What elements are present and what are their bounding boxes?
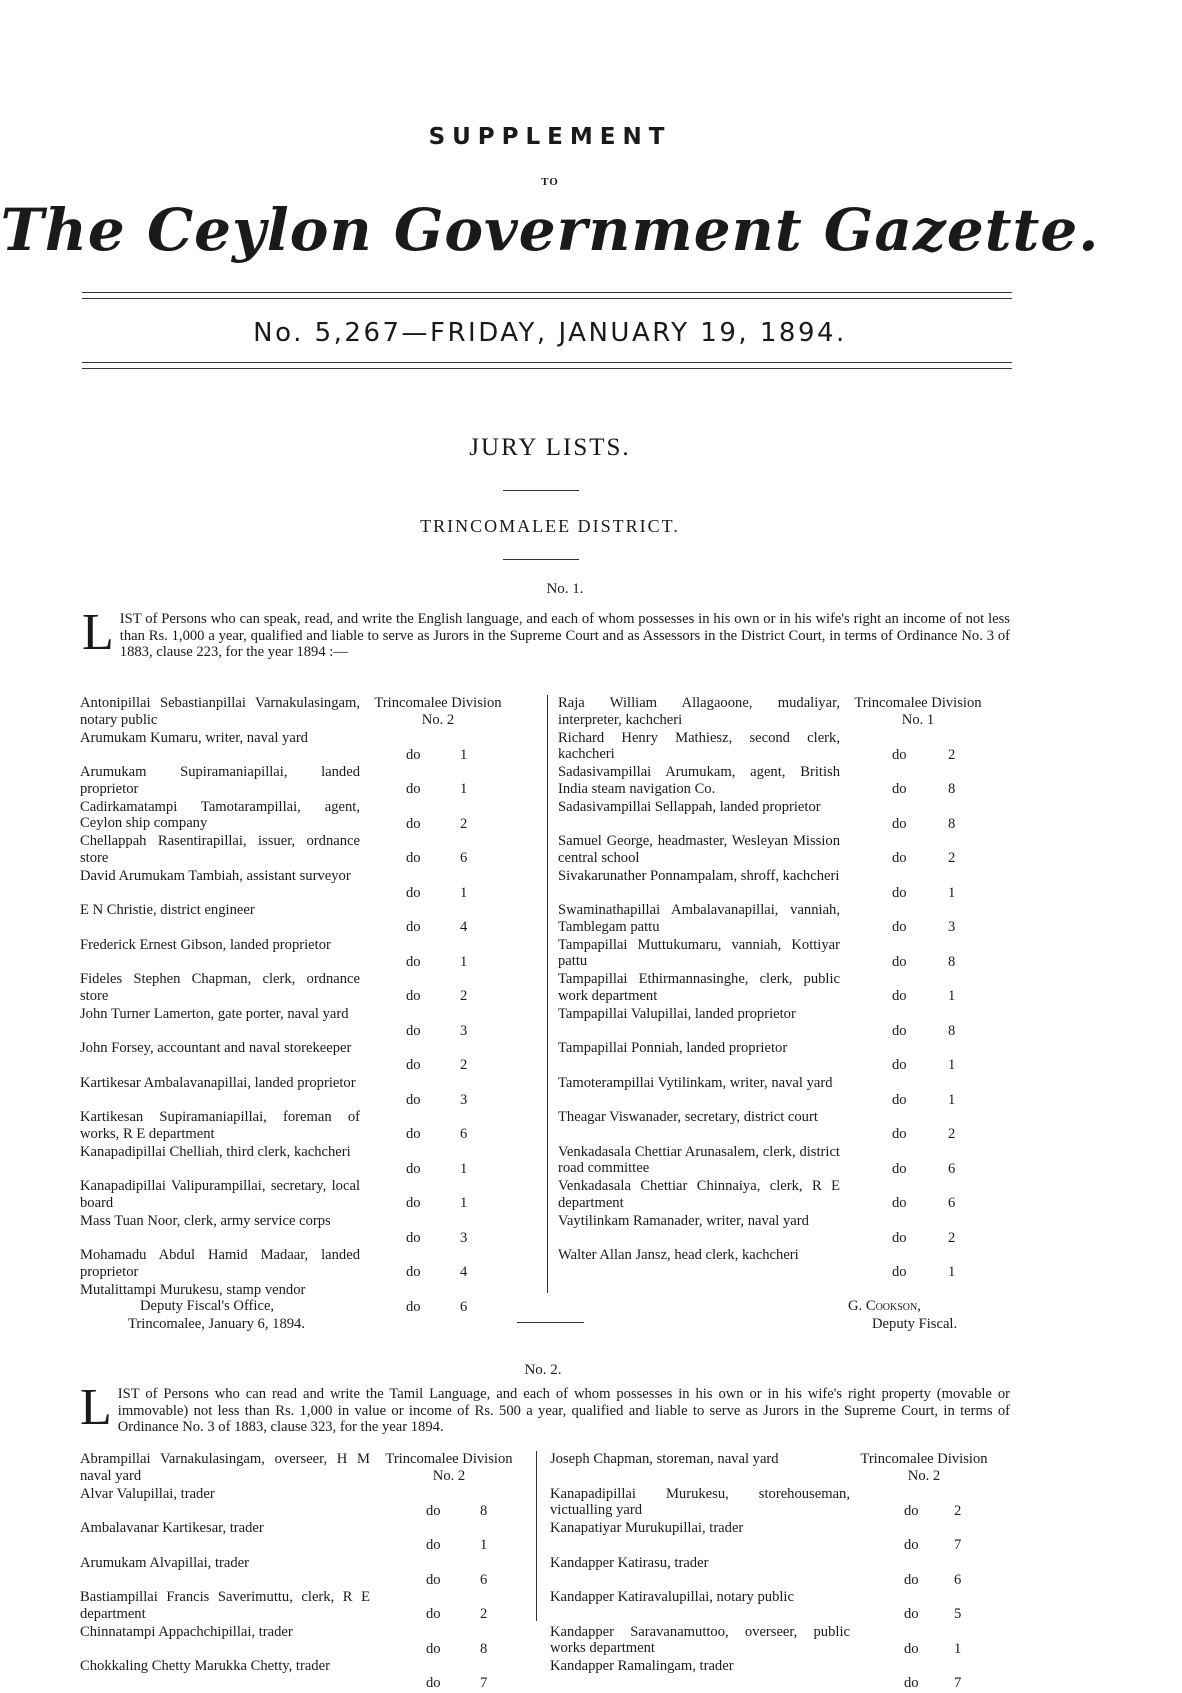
division-ditto: do <box>892 746 907 763</box>
jury-entry <box>558 730 1016 765</box>
jury-entry <box>80 868 538 903</box>
division-number: 2 <box>480 1606 488 1622</box>
juror-name: Kanapadipillai Murukesu, storehouseman, victualling yard <box>550 1485 850 1518</box>
gazette-title: The Ceylon Government Gazette. <box>0 196 1100 264</box>
division-number: 8 <box>948 781 956 797</box>
division-ditto: do <box>426 1537 441 1553</box>
division-number: 4 <box>460 1264 468 1280</box>
division-ditto: do <box>406 1229 421 1246</box>
division-number: 7 <box>480 1675 488 1691</box>
division-number: 2 <box>948 746 956 763</box>
jury-entry <box>558 1006 1016 1041</box>
division-ditto: do <box>892 850 907 866</box>
juror-name: Kanapadipillai Valipurampillai, secretary, local board <box>80 1178 360 1211</box>
jury-entry <box>80 1144 538 1179</box>
jury-entry <box>558 799 1016 834</box>
juror-name: Kanapadipillai Chelliah, third clerk, kachcheri <box>80 1143 351 1160</box>
office-line-1: Deputy Fiscal's Office, <box>140 1298 275 1314</box>
division-number: 8 <box>948 815 956 832</box>
juror-name: Cadirkamatampi Tamotarampillai, agent, Ceylon ship company <box>80 798 360 831</box>
division-number: 2 <box>948 1229 956 1246</box>
juror-name: Arumukam Supiramaniapillai, landed proprietor <box>80 764 360 797</box>
division-number: 1 <box>460 746 468 763</box>
division-ditto: do <box>426 1502 441 1519</box>
jury-entry <box>80 1658 538 1693</box>
jury-entry <box>80 1624 538 1659</box>
list-1-right-column <box>558 695 1016 1282</box>
signer-name: G. Cookson, <box>848 1298 921 1314</box>
juror-name: Ambalavanar Kartikesar, trader <box>80 1520 264 1536</box>
jury-entry <box>558 937 1016 972</box>
division-number: 3 <box>460 1229 468 1246</box>
list-2-column-divider <box>536 1451 537 1621</box>
list-1-intro <box>82 604 1010 661</box>
list-2-dropcap: L <box>80 1379 112 1436</box>
juror-name: Kandapper Saravanamuttoo, overseer, public works department <box>550 1623 850 1656</box>
division-ditto: do <box>892 884 907 901</box>
jury-entry <box>80 1213 538 1248</box>
juror-name: Joseph Chapman, storeman, naval yard <box>550 1451 779 1467</box>
division-ditto: do <box>406 1195 421 1211</box>
division-number: 1 <box>948 1264 956 1280</box>
jury-entry <box>80 799 538 834</box>
jury-entry <box>80 1555 538 1590</box>
supplement-heading: SUPPLEMENT <box>428 124 672 150</box>
jury-entry <box>80 833 538 868</box>
jury-entry <box>550 1555 1008 1590</box>
jury-entry <box>80 1520 538 1555</box>
juror-name: Abrampillai Varnakulasingam, overseer, H M naval yard <box>80 1451 370 1484</box>
division-number: 1 <box>948 1091 956 1108</box>
division-ditto: do <box>426 1606 441 1622</box>
division-ditto: do <box>904 1606 919 1622</box>
division-ditto: do <box>892 988 907 1004</box>
juror-name: Kartikesan Supiramaniapillai, foreman of works, R E department <box>80 1109 360 1142</box>
jury-entry <box>80 1109 538 1144</box>
jury-lists-heading: JURY LISTS. <box>469 434 631 461</box>
division-ditto: do <box>892 1229 907 1246</box>
jury-entry <box>80 937 538 972</box>
jury-entry <box>558 1144 1016 1179</box>
jury-entry <box>550 1658 1008 1693</box>
division-number: 4 <box>460 919 468 935</box>
juror-name: Sadasivampillai Sellappah, landed proprietor <box>558 798 821 815</box>
division-number: 6 <box>460 1126 468 1142</box>
jury-entry <box>80 1040 538 1075</box>
juror-name: Chokkaling Chetty Marukka Chetty, trader <box>80 1658 330 1674</box>
juror-name: Antonipillai Sebastianpillai Varnakulasingam, notary public <box>80 695 360 728</box>
division-number: 2 <box>954 1502 962 1519</box>
jury-entry <box>558 1040 1016 1075</box>
list-1-end-rule <box>517 1322 584 1323</box>
list-1-column-divider <box>547 695 548 1293</box>
division-number: 1 <box>460 1195 468 1211</box>
jury-entry <box>558 1075 1016 1110</box>
division-number: 1 <box>948 988 956 1004</box>
juror-name: Bastiampillai Francis Saverimuttu, clerk, R E department <box>80 1589 370 1622</box>
division-number: 1 <box>460 781 468 797</box>
division-number: 8 <box>948 953 956 970</box>
jury-entry <box>558 902 1016 937</box>
division-number: 2 <box>948 850 956 866</box>
jury-entry <box>558 1213 1016 1248</box>
jury-entry <box>558 1247 1016 1282</box>
division-number: 3 <box>460 1091 468 1108</box>
juror-name: Chellappah Rasentirapillai, issuer, ordnance store <box>80 833 360 866</box>
list-1-left-column <box>80 695 538 1316</box>
juror-name: Venkadasala Chettiar Chinnaiya, clerk, R E department <box>558 1178 840 1211</box>
division-ditto: do <box>406 1126 421 1142</box>
division-number: 1 <box>460 1160 468 1177</box>
division-ditto: do <box>406 884 421 901</box>
juror-name: Tampapillai Muttukumaru, vanniah, Kottiyar pattu <box>558 936 840 969</box>
division-ditto: do <box>426 1675 441 1691</box>
juror-name: E N Christie, district engineer <box>80 902 255 918</box>
jury-entry <box>80 764 538 799</box>
juror-name: Tampapillai Ponniah, landed proprietor <box>558 1040 788 1056</box>
division-number: 3 <box>948 919 956 935</box>
jury-entry <box>550 1520 1008 1555</box>
jury-entry <box>80 971 538 1006</box>
division-number: 2 <box>460 1057 468 1073</box>
division-ditto: do <box>892 1160 907 1177</box>
masthead-rule-top <box>82 292 1012 293</box>
jury-entry <box>558 971 1016 1006</box>
to-label: TO <box>541 176 559 188</box>
division-number: 1 <box>954 1640 962 1657</box>
juror-name: Swaminathapillai Ambalavanapillai, vanniah, Tamblegam pattu <box>558 902 840 935</box>
division-ditto: do <box>892 1091 907 1108</box>
juror-name: Fideles Stephen Chapman, clerk, ordnance store <box>80 971 360 1004</box>
division-number: 7 <box>954 1537 962 1553</box>
division-ditto: do <box>406 746 421 763</box>
juror-name: Tamoterampillai Vytilinkam, writer, naval yard <box>558 1074 833 1091</box>
juror-name: Kandapper Katirasu, trader <box>550 1554 709 1571</box>
jury-entry <box>550 1589 1008 1624</box>
juror-name: John Forsey, accountant and naval storekeeper <box>80 1040 352 1056</box>
list-2-intro-text: IST of Persons who can read and write the Tamil Language, and each of whom possesses in his own or in his wife's right property (movable or immovable) not less than Rs. 1,000 in value or income of Rs. 500 a year, qualified and liable to serve as Jurors in the Supreme Court, in terms of Ordinance No. 3 of 1883, clause 323, for the year 1894. <box>117 1386 1010 1435</box>
jury-entry <box>550 1486 1008 1521</box>
division-ditto: do <box>892 1126 907 1142</box>
juror-name: Venkadasala Chettiar Arunasalem, clerk, district road committee <box>558 1143 840 1176</box>
division-ditto: do <box>406 815 421 832</box>
juror-name: Mohamadu Abdul Hamid Madaar, landed proprietor <box>80 1247 360 1280</box>
signer-title: Deputy Fiscal. <box>872 1316 958 1332</box>
division-ditto: do <box>892 781 907 797</box>
division-ditto: do <box>892 1022 907 1039</box>
division-number: 8 <box>480 1502 488 1519</box>
division-ditto: do <box>904 1571 919 1588</box>
jury-entry <box>80 1006 538 1041</box>
jury-entry <box>558 764 1016 799</box>
jury-entry <box>80 1589 538 1624</box>
division-ditto: do <box>426 1571 441 1588</box>
district-divider <box>503 559 579 560</box>
division-number: 2 <box>948 1126 956 1142</box>
juror-name: Kandapper Katiravalupillai, notary public <box>550 1589 794 1605</box>
division-ditto: do <box>904 1537 919 1553</box>
juror-name: Mutalittampi Murukesu, stamp vendor <box>80 1281 306 1298</box>
juror-name: Arumukam Kumaru, writer, naval yard <box>80 729 308 746</box>
juror-name: Kandapper Ramalingam, trader <box>550 1658 734 1674</box>
division-ditto: do <box>892 953 907 970</box>
juror-name: Raja William Allagaoone, mudaliyar, interpreter, kachcheri <box>558 695 840 728</box>
division-number: 1 <box>948 884 956 901</box>
division-number: 6 <box>954 1571 962 1588</box>
division-ditto: do <box>904 1502 919 1519</box>
division-number: 1 <box>480 1537 488 1553</box>
juror-name: Mass Tuan Noor, clerk, army service corps <box>80 1212 331 1229</box>
division-header: Trincomalee Division No. 2 <box>374 695 502 728</box>
juror-name: Vaytilinkam Ramanader, writer, naval yard <box>558 1212 809 1229</box>
juror-name: Kartikesar Ambalavanapillai, landed proprietor <box>80 1074 356 1091</box>
division-number: 6 <box>948 1160 956 1177</box>
division-header: Trincomalee Division No. 2 <box>860 1451 988 1484</box>
division-number: 3 <box>460 1022 468 1039</box>
list-1-label: No. 1. <box>546 581 584 597</box>
jury-entry <box>80 1247 538 1282</box>
division-number: 2 <box>460 988 468 1004</box>
jury-entry <box>550 1451 1008 1486</box>
division-number: 8 <box>948 1022 956 1039</box>
masthead-rule-bottom-2 <box>82 368 1012 369</box>
division-ditto: do <box>892 1057 907 1073</box>
juror-name: Tampapillai Ethirmannasinghe, clerk, public work department <box>558 971 840 1004</box>
jury-entry <box>80 730 538 765</box>
juror-name: Walter Allan Jansz, head clerk, kachcheri <box>558 1247 799 1263</box>
jury-entry <box>558 1109 1016 1144</box>
juror-name: Frederick Ernest Gibson, landed proprietor <box>80 936 331 953</box>
division-ditto: do <box>892 919 907 935</box>
division-ditto: do <box>406 1264 421 1280</box>
division-number: 2 <box>460 815 468 832</box>
office-line-2: Trincomalee, January 6, 1894. <box>128 1316 305 1332</box>
division-ditto: do <box>406 1022 421 1039</box>
heading-divider <box>503 490 579 491</box>
division-ditto: do <box>892 815 907 832</box>
jury-entry <box>558 695 1016 730</box>
division-ditto: do <box>406 1298 421 1315</box>
division-ditto: do <box>406 1091 421 1108</box>
jury-entry <box>550 1624 1008 1659</box>
division-ditto: do <box>406 781 421 797</box>
issue-line: No. 5,267—FRIDAY, JANUARY 19, 1894. <box>253 318 847 348</box>
masthead-rule-bottom <box>82 362 1012 363</box>
division-ditto: do <box>406 1160 421 1177</box>
division-ditto: do <box>892 1195 907 1211</box>
jury-entry <box>80 695 538 730</box>
jury-entry <box>558 868 1016 903</box>
juror-name: Chinnatampi Appachchipillai, trader <box>80 1623 293 1640</box>
jury-entry <box>80 1486 538 1521</box>
jury-entry <box>558 833 1016 868</box>
juror-name: Sadasivampillai Arumukam, agent, British India steam navigation Co. <box>558 764 840 797</box>
jury-entry <box>80 1178 538 1213</box>
division-ditto: do <box>406 988 421 1004</box>
juror-name: Sivakarunather Ponnampalam, shroff, kachcheri <box>558 867 840 884</box>
division-number: 1 <box>460 884 468 901</box>
list-1-intro-text: IST of Persons who can speak, read, and write the English language, and each of whom possesses in his own or in his wife's right an income of not less than Rs. 1,000 a year, qualified and liable to serve as Jurors in the Supreme Court and as Assessors in the District Court, in terms of Ordinance No. 3 of 1883, clause 223, for the year 1894 :— <box>119 611 1010 660</box>
division-ditto: do <box>904 1675 919 1691</box>
jury-entry <box>80 902 538 937</box>
list-2-intro <box>80 1379 1010 1436</box>
juror-name: Arumukam Alvapillai, trader <box>80 1554 249 1571</box>
juror-name: Samuel George, headmaster, Wesleyan Mission central school <box>558 833 840 866</box>
masthead-rule-top-2 <box>82 298 1012 299</box>
division-ditto: do <box>406 953 421 970</box>
jury-entry <box>80 1075 538 1110</box>
division-ditto: do <box>406 850 421 866</box>
division-number: 6 <box>460 1298 468 1315</box>
division-ditto: do <box>406 1057 421 1073</box>
juror-name: Theagar Viswanader, secretary, district court <box>558 1109 818 1125</box>
juror-name: Kanapatiyar Murukupillai, trader <box>550 1520 744 1536</box>
jury-entry <box>558 1178 1016 1213</box>
division-ditto: do <box>892 1264 907 1280</box>
division-number: 7 <box>954 1675 962 1691</box>
juror-name: Alvar Valupillai, trader <box>80 1485 215 1502</box>
juror-name: John Turner Lamerton, gate porter, naval yard <box>80 1005 349 1022</box>
division-header: Trincomalee Division No. 2 <box>385 1451 513 1484</box>
division-number: 6 <box>480 1571 488 1588</box>
juror-name: Richard Henry Mathiesz, second clerk, kachcheri <box>558 729 840 762</box>
juror-name: Tampapillai Valupillai, landed proprietor <box>558 1005 796 1022</box>
division-ditto: do <box>904 1640 919 1657</box>
division-number: 6 <box>948 1195 956 1211</box>
jury-entry <box>80 1451 538 1486</box>
list-2-right-column <box>550 1451 1008 1693</box>
division-number: 5 <box>954 1606 962 1622</box>
division-ditto: do <box>426 1640 441 1657</box>
division-number: 1 <box>948 1057 956 1073</box>
list-2-label: No. 2. <box>524 1362 562 1378</box>
division-ditto: do <box>406 919 421 935</box>
list-2-left-column <box>80 1451 538 1693</box>
division-number: 8 <box>480 1640 488 1657</box>
division-number: 1 <box>460 953 468 970</box>
division-header: Trincomalee Division No. 1 <box>854 695 982 728</box>
district-heading: TRINCOMALEE DISTRICT. <box>420 516 680 536</box>
list-1-dropcap: L <box>82 604 114 661</box>
division-number: 6 <box>460 850 468 866</box>
juror-name: David Arumukam Tambiah, assistant surveyor <box>80 867 351 884</box>
